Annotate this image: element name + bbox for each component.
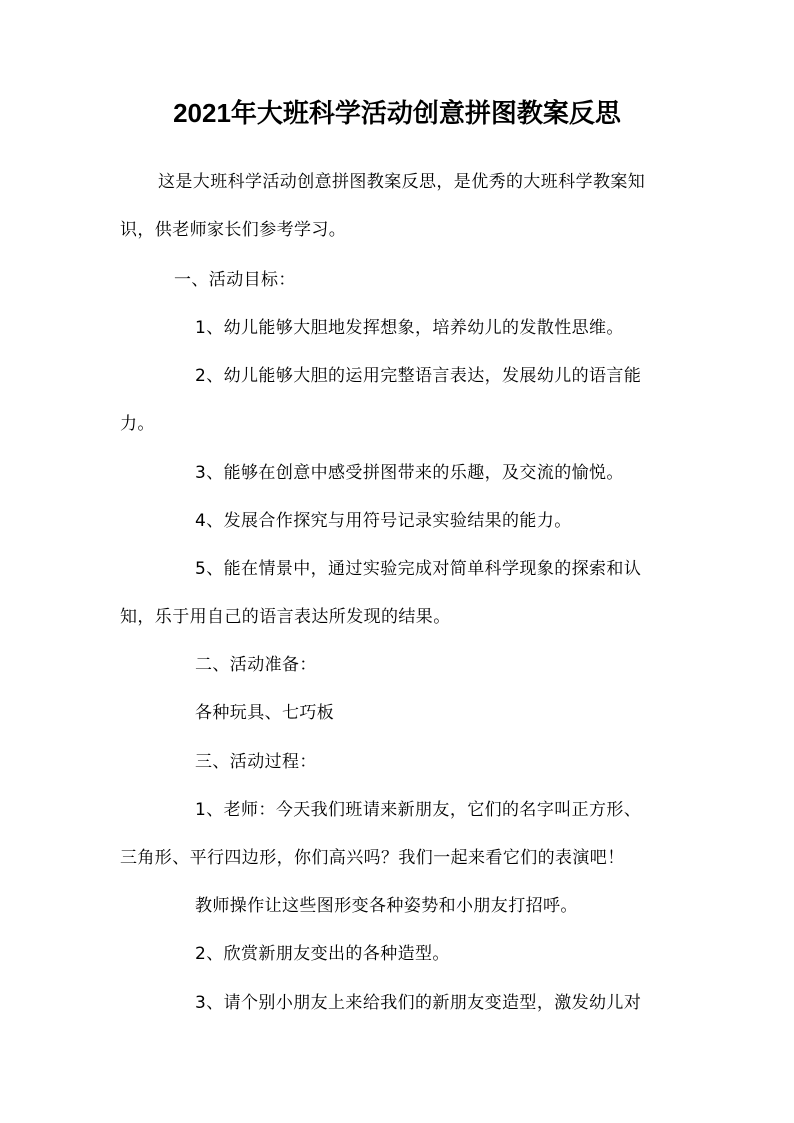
process-step-3-line-1: 3、请个别小朋友上来给我们的新朋友变造型，激发幼儿对 — [195, 993, 642, 1013]
process-step-1-note: 教师操作让这些图形变各种姿势和小朋友打招呼。 — [195, 896, 578, 916]
goal-item-2-line-2: 力。 — [120, 414, 155, 434]
intro-line-1: 这是大班科学活动创意拼图教案反思，是优秀的大班科学教案知 — [158, 172, 646, 192]
intro-line-2: 识，供老师家长们参考学习。 — [120, 220, 347, 240]
process-step-1-line-1: 1、老师：今天我们班请来新朋友，它们的名字叫正方形、 — [195, 800, 642, 820]
goal-item-4: 4、发展合作探究与用符号记录实验结果的能力。 — [195, 511, 572, 531]
preparation-materials: 各种玩具、七巧板 — [195, 703, 335, 723]
process-step-2: 2、欣赏新朋友变出的各种造型。 — [195, 944, 450, 964]
goal-item-5-line-1: 5、能在情景中，通过实验完成对简单科学现象的探索和认 — [195, 559, 642, 579]
goal-item-3: 3、能够在创意中感受拼图带来的乐趣，及交流的愉悦。 — [195, 463, 624, 483]
goal-item-1: 1、幼儿能够大胆地发挥想象，培养幼儿的发散性思维。 — [195, 318, 624, 338]
process-step-1-line-2: 三角形、平行四边形，你们高兴吗？我们一起来看它们的表演吧！ — [120, 848, 625, 868]
section-heading-preparation: 二、活动准备： — [195, 655, 317, 675]
section-heading-process: 三、活动过程： — [195, 752, 317, 772]
goal-item-5-line-2: 知，乐于用自己的语言表达所发现的结果。 — [120, 607, 451, 627]
section-heading-goals: 一、活动目标： — [174, 270, 296, 290]
document-title: 2021年大班科学活动创意拼图教案反思 — [173, 98, 621, 128]
goal-item-2-line-1: 2、幼儿能够大胆的运用完整语言表达，发展幼儿的语言能 — [195, 366, 642, 386]
